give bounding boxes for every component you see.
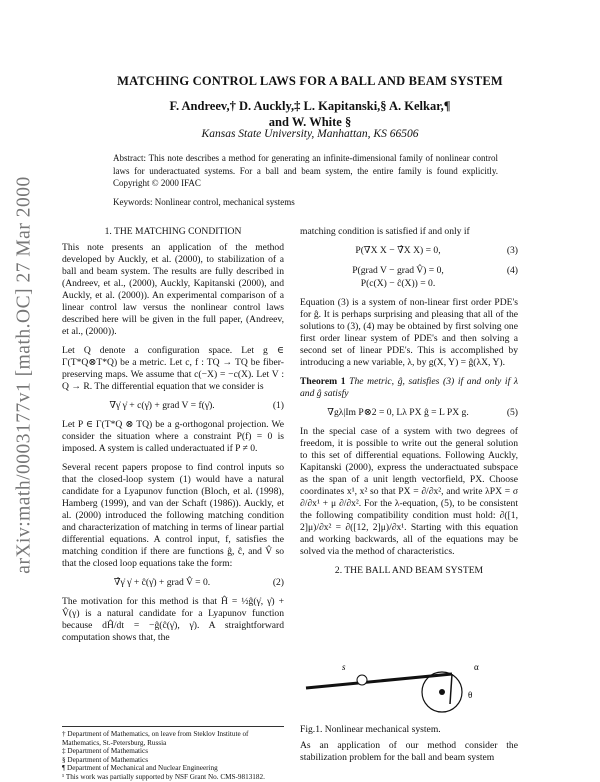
paragraph-special-case: In the special case of a system with two degrees of freedom, it is possible to write out the general solution to this set of differential equations. Following Auckly, Kapitanski (2000), express the underactuated subspace as the span of a unit length vectorfield, PX. Choose coordinates x¹, x² so that PX = ∂/∂x², and write λPX = σ ∂/∂x¹ + μ ∂/∂x². For the λ-equation, (5), to be consistent the following compatibility condition must hold: ∂([1, 2]μ)/∂x² = ∂([12, 2]μ)/∂x¹. Starting with this equation and working backwards, all of the equations may be solved via the method of characteristics.: [300, 426, 518, 557]
footnotes: [62, 726, 284, 782]
equation-1: [62, 400, 284, 412]
equation-5-number: (5): [506, 407, 518, 418]
pushrod-line: [450, 674, 452, 704]
label-theta: θ: [468, 690, 473, 700]
equation-4-line-b: P(c(X) − ĉ(X)) = 0.: [360, 278, 436, 289]
equation-4-number: (4): [506, 265, 518, 276]
arxiv-stamp-text: arXiv:math/0003177v1 [math.OC] 27 Mar 2000: [14, 176, 35, 574]
footnote-4: ¶ Department of Mechanical and Nuclear Engineering: [62, 764, 218, 773]
paragraph-matching: matching condition is satisfied if and only if: [300, 226, 470, 237]
affiliation: Kansas State University, Manhattan, KS 66506: [201, 128, 419, 140]
figure-caption: Fig.1. Nonlinear mechanical system.: [300, 724, 441, 735]
paragraph-projection: Let P ∈ Γ(T*Q ⊗ TQ) be a g-orthogonal projection. We consider the situation where a constraint P(f) = 0 is imposed. A system is called underactuated if P ≠ 0.: [62, 419, 284, 454]
keywords: Keywords: Nonlinear control, mechanical systems: [113, 197, 295, 207]
label-s: s: [342, 662, 346, 672]
equation-4: [300, 264, 518, 290]
equation-5: [300, 407, 518, 419]
wheel-hub: [439, 689, 445, 695]
equation-2: [62, 577, 284, 589]
paragraph-intro: This note presents an application of the method developed by Auckly, et al. (2000), to stabilization of a ball and beam system. The results are fully described in (Andreev, et al., (2000), Auckly, Kapitanski (2000), and Auckly, et al. (2000)). An experimental comparison of a linear control law versus the nonlinear control laws described here will be given in the full paper, (Andreev, et al., (2000)).: [62, 242, 284, 337]
theorem-text: The metric, ĝ, satisfies (3) if and only if λ and ĝ satisfy: [300, 376, 518, 399]
paragraph-motivation: The motivation for this method is that Ĥ = ½ĝ(γ̇, γ̇) + V̂(γ) is a natural candidate for a Lyapunov function because dĤ/dt = −ĝ(ĉ(γ̇), γ̇). A straightforward computation shows that, the: [62, 596, 284, 643]
equation-1-number: (1): [272, 400, 284, 411]
paper-title: MATCHING CONTROL LAWS FOR A BALL AND BEAM SYSTEM: [117, 74, 503, 88]
equation-3-body: P(∇X X − ∇̂X X) = 0,: [355, 245, 441, 256]
equation-3-number: (3): [506, 245, 518, 256]
label-alpha: α: [474, 662, 479, 672]
equation-3: [300, 245, 518, 257]
footnote-1: † Department of Mathematics, on leave from Steklov Institute of Mathematics, St.-Petersburg, Russia: [62, 730, 249, 747]
footnote-2: ‡ Department of Mathematics: [62, 747, 149, 756]
equation-1-body: ∇γ̇ γ̇ + c(γ̇) + grad V = f(γ̇).: [109, 400, 215, 411]
footnote-3: § Department of Mathematics: [62, 755, 149, 764]
equation-4-line-a: P(grad V − grad V̂) = 0,: [352, 265, 444, 276]
ball-beam-figure: [302, 662, 512, 724]
authors-line-1: F. Andreev,† D. Auckly,‡ L. Kapitanski,§ A. Kelkar,¶: [169, 99, 451, 113]
paragraph-background: Several recent papers propose to find control inputs so that the closed-loop system (1) would have a natural candidate for a Lyapunov function (Bloch, et al. (1998), Hamberg (1999), and van der Schaft (1986)). Auckly, et al. (2000) introduced the following matching condition and characterization of matching in terms of linear partial differential equations. A control input, f, satisfies the matching condition if there are functions ĝ, ĉ, and V̂ so that the closed loop equations take the form:: [62, 462, 284, 569]
equation-4-lines: [300, 264, 496, 290]
right-column: [300, 226, 518, 581]
equation-2-number: (2): [272, 577, 284, 588]
theorem-label: Theorem 1: [300, 376, 346, 387]
abstract: Abstract: This note describes a method for generating an infinite-dimensional family of nonlinear control laws for underactuated systems. For a ball and beam system, the entire family is found explicitly. Copyright © 2000 IFAC: [113, 153, 498, 188]
authors-line-2: and W. White §: [268, 115, 352, 129]
author-list: [100, 98, 520, 130]
paragraph-application: As an application of our method consider the stabilization problem for the ball and beam system: [300, 740, 518, 763]
section-heading-1: 1. THE MATCHING CONDITION: [104, 226, 242, 237]
equation-5-body: ∇gλ|Im P⊗2 = 0, Lλ PX ĝ = L PX g.: [327, 407, 469, 418]
left-column: [62, 226, 284, 651]
arxiv-stamp: [14, 150, 36, 600]
theorem-1: [300, 376, 518, 400]
section-heading-2: 2. THE BALL AND BEAM SYSTEM: [334, 565, 484, 576]
paragraph-pde: Equation (3) is a system of non-linear first order PDE's for ĝ. It is perhaps surprising and pleasing that all of the solutions to (3), (4) may be obtained by first solving one first order linear system of PDE's and then solving a second set of linear PDE's. This is accomplished by introducing a new variable, λ, by g(X, Y) = ĝ(λX, Y).: [300, 297, 518, 368]
equation-2-body: ∇̂γ̇ γ̇ + ĉ(γ̇) + grad V̂ = 0.: [113, 577, 211, 588]
footnote-5: ¹ This work was partially supported by NSF Grant No. CMS-9813182.: [62, 772, 265, 781]
ball-circle: [357, 675, 367, 685]
paragraph-setup: Let Q denote a configuration space. Let g ∈ Γ(T*Q⊗T*Q) be a metric. Let c, f : TQ → TQ be fiber-preserving maps. We assume that c(−X) = −c(X). Let V : Q → R. The differential equation that we consider is: [62, 345, 284, 392]
